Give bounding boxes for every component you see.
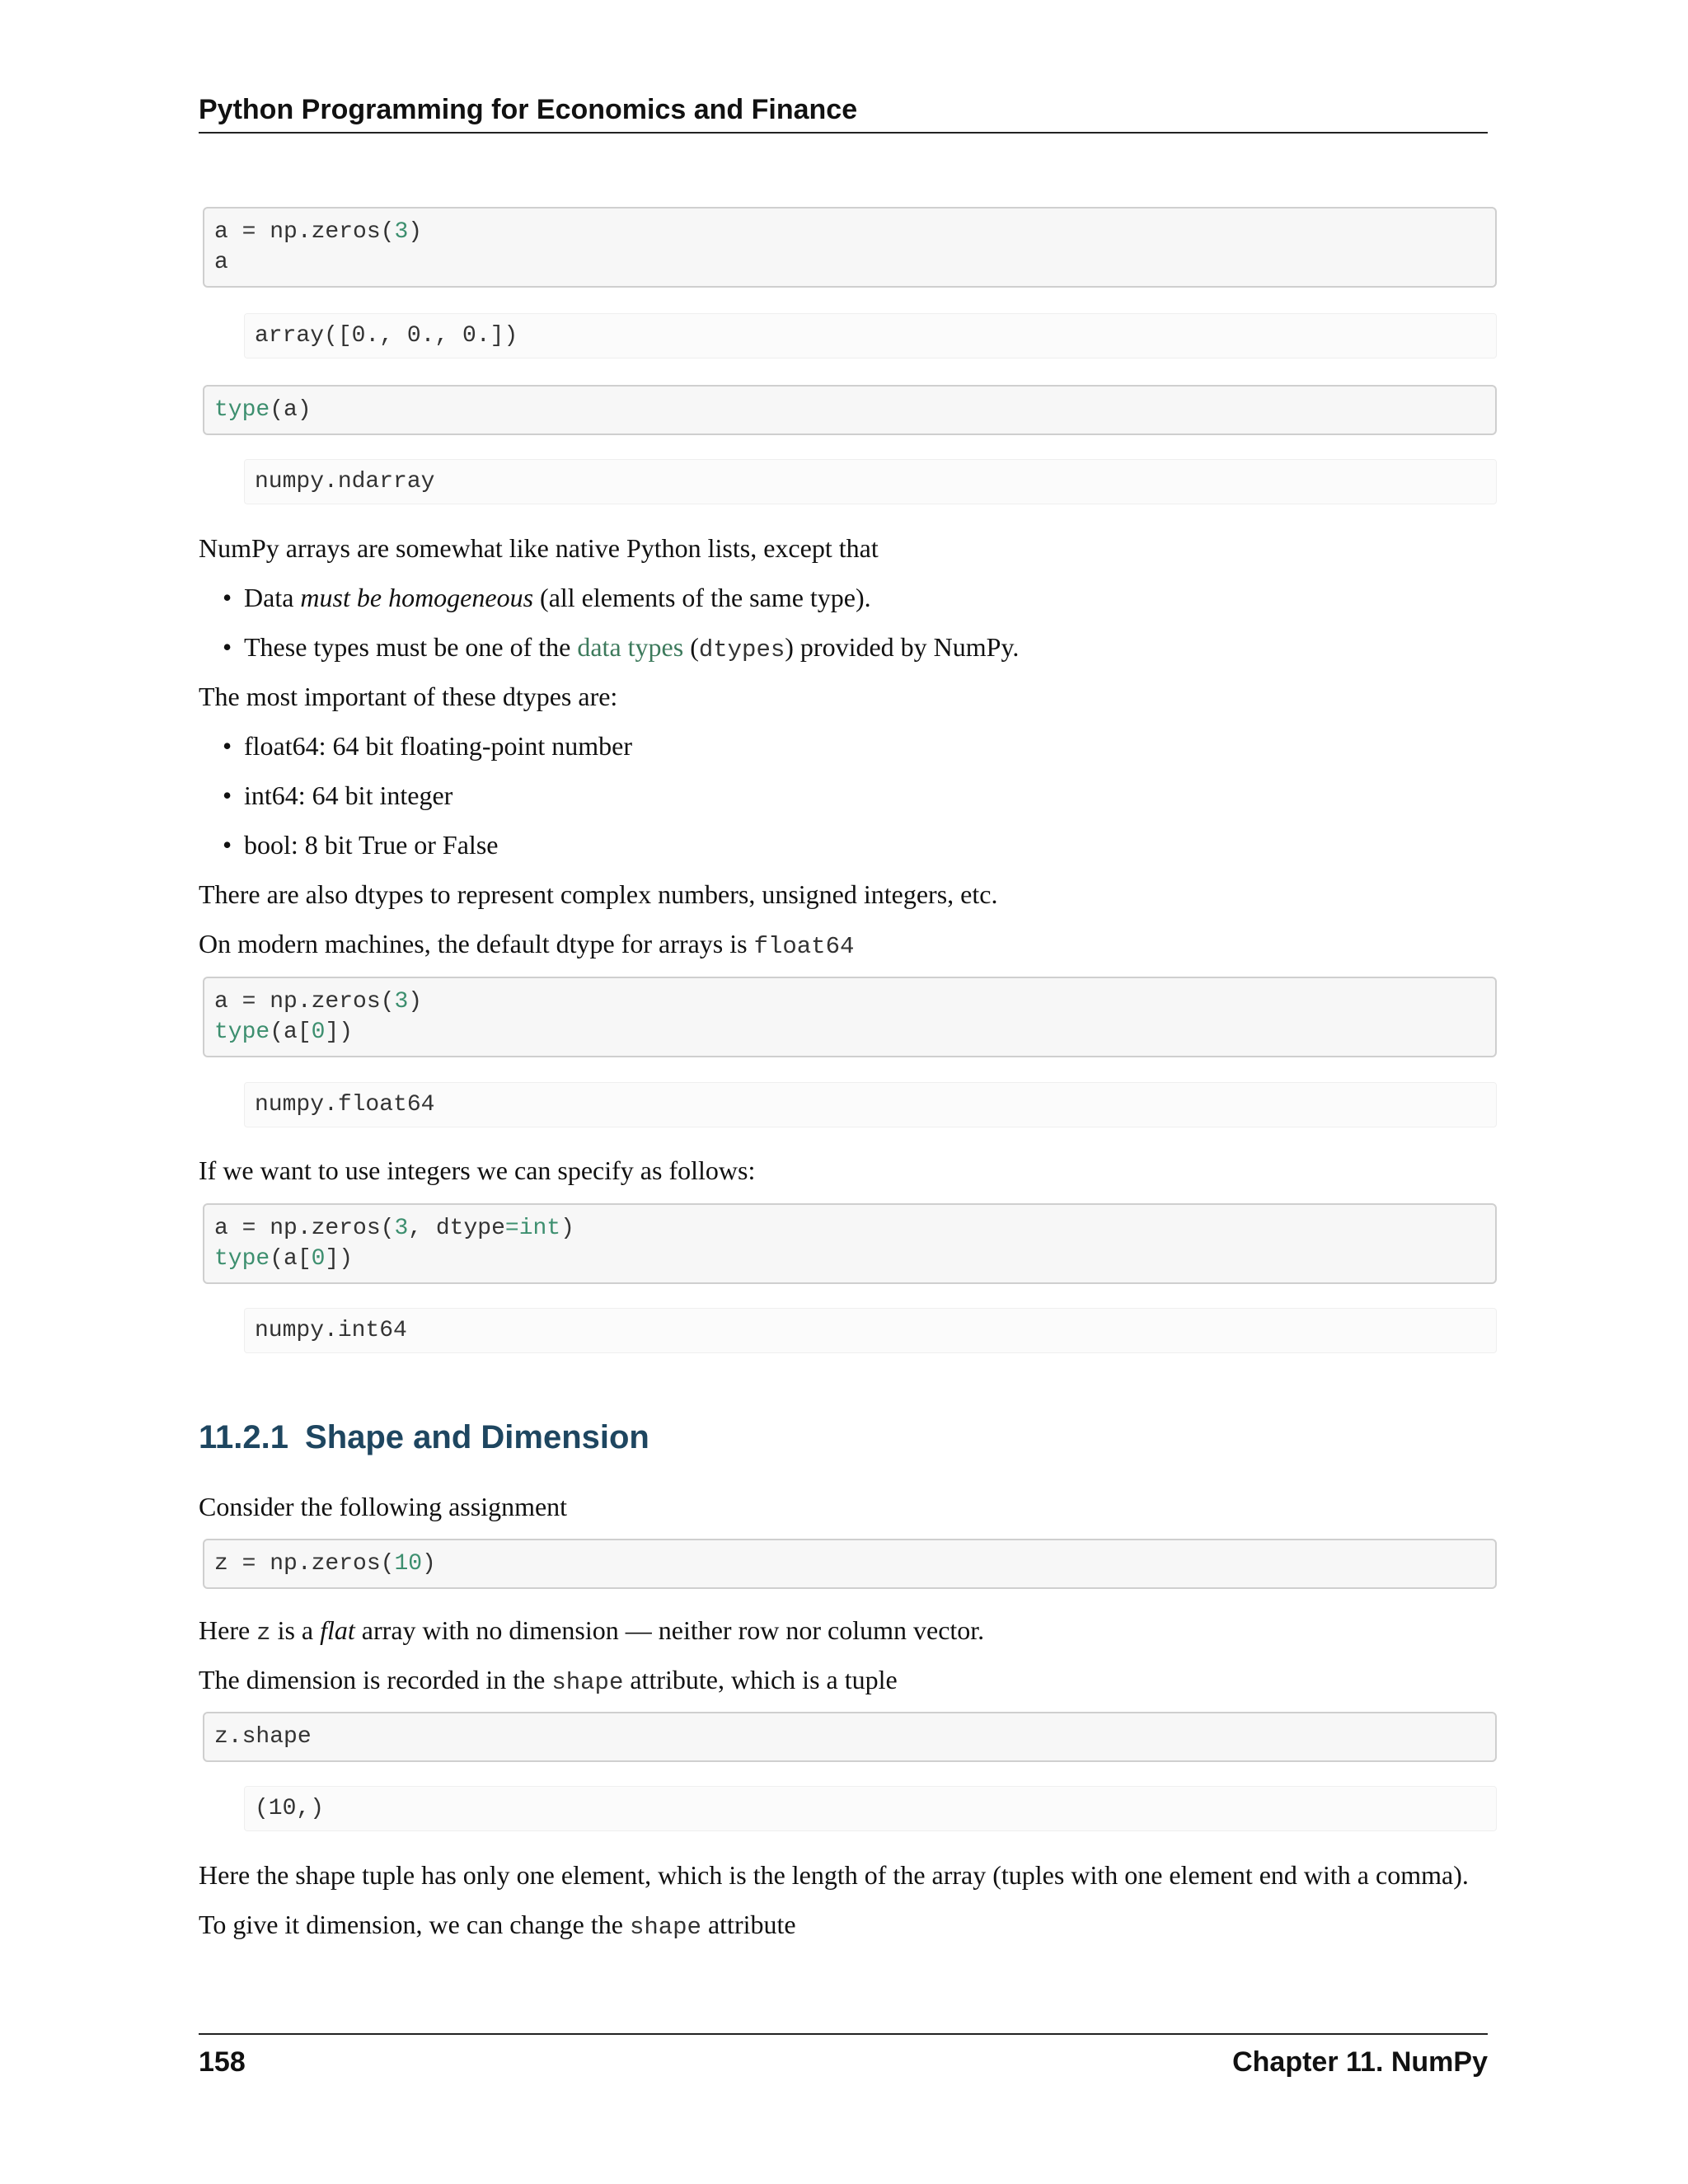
inline-code: dtypes xyxy=(698,636,785,663)
inline-code: float64 xyxy=(753,933,855,960)
output-text: (10,) xyxy=(255,1796,325,1821)
code-text: z = np.zeros( xyxy=(214,1551,395,1577)
code-cell-z-zeros xyxy=(203,1539,1497,1589)
chapter-label: Chapter 11. NumPy xyxy=(1232,2046,1488,2078)
inline-code: z xyxy=(256,1619,271,1647)
code-text: a = np.zeros( xyxy=(214,219,395,245)
paragraph: The most important of these dtypes are: xyxy=(199,682,618,711)
paragraph xyxy=(199,1614,1493,1650)
list-item xyxy=(244,581,871,614)
code-builtin: type xyxy=(214,1019,270,1045)
paragraph: Consider the following assignment xyxy=(199,1492,568,1521)
text: ( xyxy=(683,632,699,662)
inline-code: shape xyxy=(551,1669,624,1696)
text: To give it dimension, we can change the xyxy=(199,1910,630,1939)
inline-code: shape xyxy=(629,1914,701,1941)
code-text: a = np.zeros( xyxy=(214,989,395,1015)
code-text: ) xyxy=(408,219,423,245)
list-item: • float64: 64 bit floating-point number xyxy=(244,729,632,762)
code-text: ) xyxy=(560,1216,574,1241)
output-cell-shape xyxy=(244,1786,1497,1831)
code-text: ]) xyxy=(325,1019,354,1045)
text: The dimension is recorded in the xyxy=(199,1665,552,1694)
code-cell-type xyxy=(203,385,1497,435)
emphasis: must be homogeneous xyxy=(300,583,534,612)
paragraph: There are also dtypes to represent complex numbers, unsigned integers, etc. xyxy=(199,879,998,909)
code-cell-shape xyxy=(203,1712,1497,1762)
text: Here xyxy=(199,1615,257,1645)
text: On modern machines, the default dtype for arrays is xyxy=(199,929,754,958)
output-cell-ndarray xyxy=(244,459,1497,504)
output-text: array([0., 0., 0.]) xyxy=(255,323,518,349)
code-text: z.shape xyxy=(214,1724,312,1750)
section-number: 11.2.1 xyxy=(199,1419,289,1455)
code-text: , dtype xyxy=(408,1216,505,1241)
code-cell-zeros xyxy=(203,207,1497,288)
paragraph: NumPy arrays are somewhat like native Python lists, except that xyxy=(199,533,879,563)
output-cell-array xyxy=(244,313,1497,359)
output-cell-float64 xyxy=(244,1082,1497,1127)
output-cell-int64 xyxy=(244,1308,1497,1353)
code-number: 0 xyxy=(311,1019,326,1045)
code-text: ) xyxy=(422,1551,436,1577)
code-cell-float-type xyxy=(203,977,1497,1057)
paragraph: Here the shape tuple has only one element, which is the length of the array (tuples with one element end with a comma). xyxy=(199,1860,1469,1890)
text: is a xyxy=(270,1615,321,1645)
list-item: • bool: 8 bit True or False xyxy=(244,828,498,861)
book-title: Python Programming for Economics and Finance xyxy=(199,94,858,125)
data-types-link[interactable]: data types xyxy=(577,632,684,662)
text: Data xyxy=(244,583,301,612)
text: attribute, which is a tuple xyxy=(623,1665,898,1694)
code-text: ]) xyxy=(325,1246,354,1272)
code-number: 3 xyxy=(394,1216,409,1241)
code-builtin: int xyxy=(518,1216,561,1241)
output-text: numpy.ndarray xyxy=(255,469,435,494)
code-cell-int-type xyxy=(203,1203,1497,1284)
text: (all elements of the same type). xyxy=(533,583,871,612)
output-text: numpy.int64 xyxy=(255,1318,407,1343)
code-text: (a) xyxy=(270,397,312,423)
page-number: 158 xyxy=(199,2046,246,2078)
text: ) provided by NumPy. xyxy=(785,632,1020,662)
text: attribute xyxy=(701,1910,796,1939)
list-item xyxy=(244,630,1019,667)
code-builtin: type xyxy=(214,397,270,423)
code-text: (a[ xyxy=(270,1246,312,1272)
text: These types must be one of the xyxy=(244,632,578,662)
code-number: 3 xyxy=(394,219,409,245)
section-title: Shape and Dimension xyxy=(305,1419,649,1455)
code-number: 0 xyxy=(311,1246,326,1272)
code-text: a xyxy=(214,250,228,275)
emphasis: flat xyxy=(320,1615,355,1645)
list-item: • int64: 64 bit integer xyxy=(244,779,452,812)
output-text: numpy.float64 xyxy=(255,1092,435,1118)
code-text: (a[ xyxy=(270,1019,312,1045)
section-heading xyxy=(199,1419,649,1456)
text: array with no dimension — neither row nor column vector. xyxy=(354,1615,985,1645)
paragraph xyxy=(199,927,1493,963)
code-number: 10 xyxy=(394,1551,423,1577)
paragraph: If we want to use integers we can specify as follows: xyxy=(199,1155,756,1185)
code-number: 3 xyxy=(394,989,409,1015)
paragraph xyxy=(199,1663,1493,1699)
code-text: a = np.zeros( xyxy=(214,1216,395,1241)
paragraph xyxy=(199,1908,1493,1944)
running-header xyxy=(199,91,1488,134)
running-footer xyxy=(199,2033,1488,2084)
code-operator: = xyxy=(504,1216,519,1241)
code-text: ) xyxy=(408,989,423,1015)
code-builtin: type xyxy=(214,1246,270,1272)
